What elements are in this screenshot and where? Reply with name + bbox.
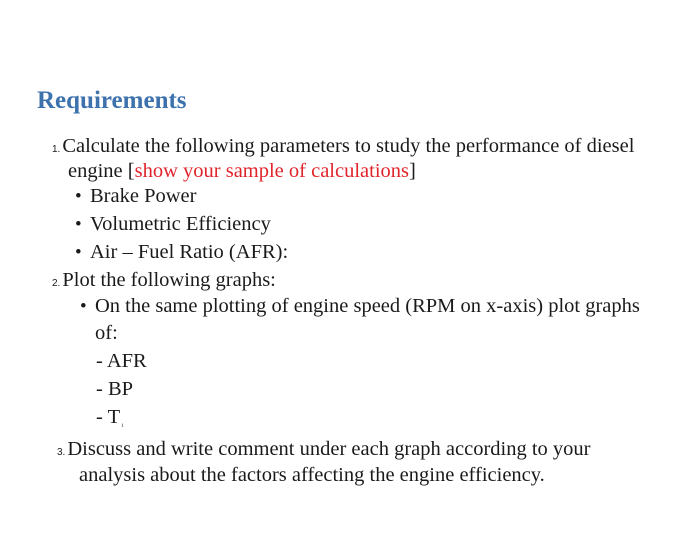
page-title: Requirements bbox=[37, 87, 187, 114]
item1-text-line1: Calculate the following parameters to study the performance of diesel bbox=[62, 135, 635, 157]
bullet-text: On the same plotting of engine speed (RPM on x-axis) plot graphs bbox=[95, 295, 640, 317]
bullet-icon: • bbox=[80, 296, 87, 317]
item3-text-line1: Discuss and write comment under each graph according to your bbox=[67, 438, 591, 460]
bullet-continuation: of: bbox=[95, 322, 118, 344]
bullet-icon: • bbox=[75, 186, 82, 207]
bullet-item bbox=[75, 211, 271, 238]
item1-text-line2-start: engine [ bbox=[68, 160, 135, 182]
bullet-text: Air – Fuel Ratio (AFR): bbox=[90, 241, 289, 263]
item2-text: Plot the following graphs: bbox=[62, 269, 276, 291]
bullet-text: Brake Power bbox=[90, 185, 197, 207]
bullet-icon: • bbox=[75, 242, 82, 263]
item1-line2 bbox=[68, 158, 416, 184]
dash-item: - BP bbox=[96, 378, 134, 400]
bullet-item bbox=[75, 183, 196, 210]
bullet-item bbox=[80, 293, 640, 320]
bullet-icon: • bbox=[75, 214, 82, 235]
item3-line2: analysis about the factors affecting the engine efficiency. bbox=[79, 464, 545, 486]
subscript: 1 bbox=[121, 424, 124, 429]
item1-text-line2-end: ] bbox=[409, 160, 416, 182]
item1-number: 1. bbox=[52, 144, 61, 155]
dash-item bbox=[96, 404, 124, 440]
item3-number: 3. bbox=[57, 447, 66, 458]
dash-item: - AFR bbox=[96, 350, 147, 372]
bullet-item bbox=[75, 239, 288, 266]
bullet-text: Volumetric Efficiency bbox=[90, 213, 271, 235]
dash-item-text: - T bbox=[96, 406, 121, 428]
item2-number: 2. bbox=[52, 278, 61, 289]
item1-highlight-text: show your sample of calculations bbox=[134, 160, 410, 182]
